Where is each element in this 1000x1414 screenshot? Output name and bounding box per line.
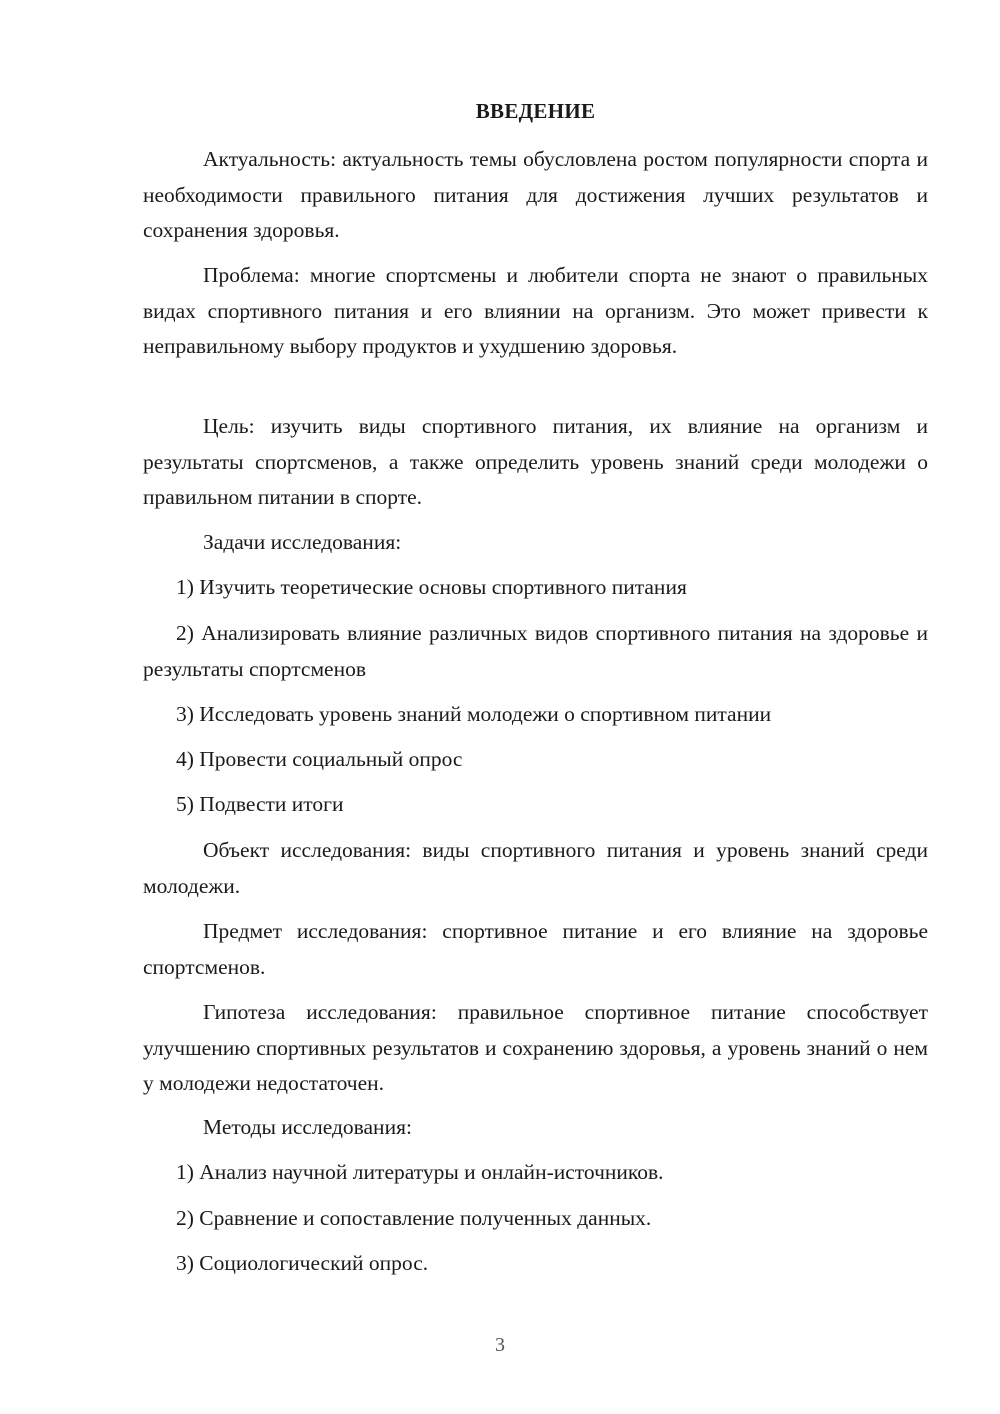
method-item-2: 2) Сравнение и сопоставление полученных данных. (176, 1206, 652, 1230)
paragraph-tasks-heading: Задачи исследования: (203, 530, 402, 554)
method-item-1: 1) Анализ научной литературы и онлайн-источников. (176, 1160, 664, 1184)
page-number: 3 (495, 1334, 505, 1356)
paragraph-relevance: Актуальность: актуальность темы обусловлена ростом популярности спорта и необходимости правильного питания для достижения лучших результатов и сохранения здоровья. (143, 147, 928, 242)
paragraph-goal: Цель: изучить виды спортивного питания, их влияние на организм и результаты спортсменов, а также определить уровень знаний среди молодежи о правильном питании в спорте. (143, 414, 928, 509)
task-item-1: 1) Изучить теоретические основы спортивного питания (176, 575, 687, 599)
document-page (143, 0, 928, 1414)
task-item-3: 3) Исследовать уровень знаний молодежи о спортивном питании (176, 702, 772, 726)
paragraph-hypothesis: Гипотеза исследования: правильное спортивное питание способствует улучшению спортивных результатов и сохранению здоровья, а уровень знаний о нем у молодежи недостаточен. (143, 1000, 928, 1095)
paragraph-object: Объект исследования: виды спортивного питания и уровень знаний среди молодежи. (143, 838, 928, 898)
task-item-2: 2) Анализировать влияние различных видов спортивного питания на здоровье и результаты спортсменов (143, 621, 928, 681)
paragraph-subject: Предмет исследования: спортивное питание и его влияние на здоровье спортсменов. (143, 919, 928, 979)
task-item-4: 4) Провести социальный опрос (176, 747, 463, 771)
task-item-5: 5) Подвести итоги (176, 792, 344, 816)
page-title: ВВЕДЕНИЕ (475, 99, 596, 123)
paragraph-methods-heading: Методы исследования: (203, 1115, 412, 1139)
paragraph-problem: Проблема: многие спортсмены и любители спорта не знают о правильных видах спортивного питания и его влиянии на организм. Это может привести к неправильному выбору продуктов и ухудшению здоровья. (143, 263, 928, 358)
method-item-3: 3) Социологический опрос. (176, 1251, 429, 1275)
